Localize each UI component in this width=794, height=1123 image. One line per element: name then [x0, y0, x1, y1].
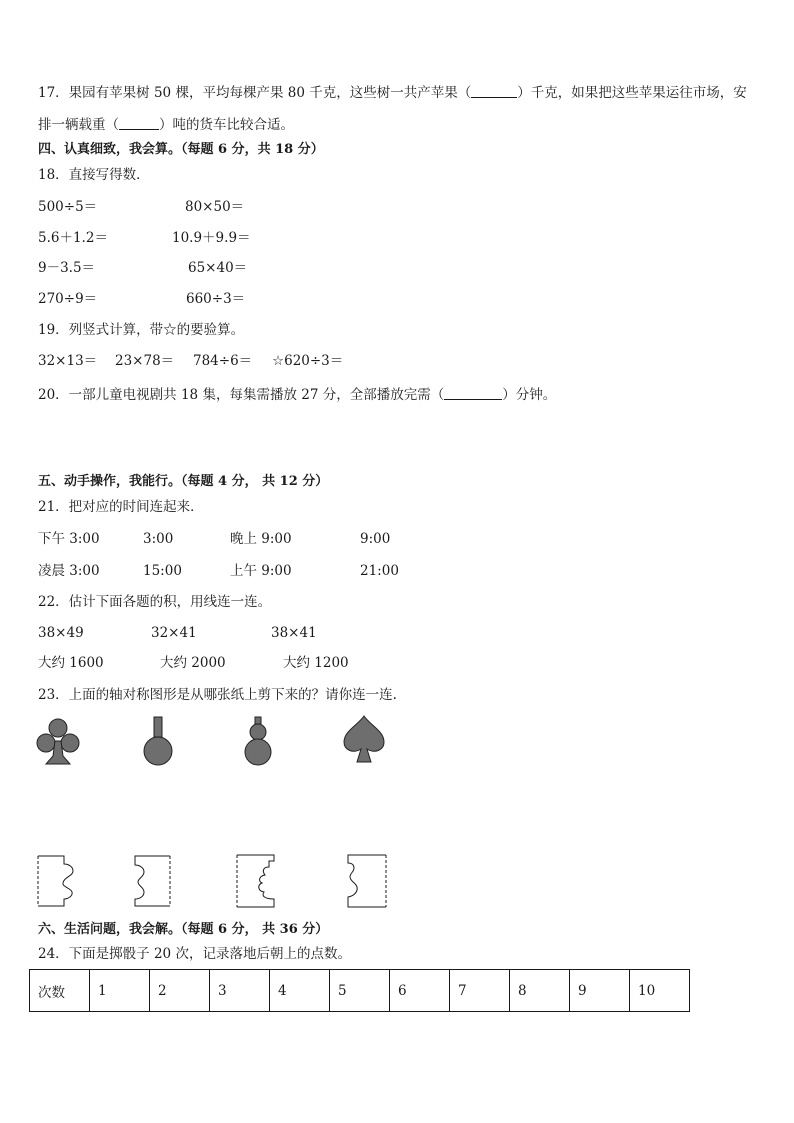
q22-row1-item-3: 38×41: [271, 625, 317, 641]
q18-item-6: 65×40＝: [188, 260, 248, 276]
table-cell: 5: [330, 970, 390, 1012]
q17-line1: [38, 85, 747, 101]
q18-item-5: 9－3.5＝: [38, 260, 96, 276]
q19-item-1: 32×13＝: [38, 353, 98, 369]
q22-row2-item-1: 大约 1600: [38, 655, 104, 671]
q17-answer-blank-2[interactable]: [119, 117, 159, 130]
q21-row2-item-2: 15:00: [143, 563, 182, 579]
q19-item-3: 784÷6＝: [193, 353, 253, 369]
table-cell: 9: [570, 970, 630, 1012]
q19-item-2: 23×78＝: [115, 353, 175, 369]
q21-row1-item-3: 晚上 9:00: [230, 531, 292, 547]
q24-prompt: 24．下面是掷骰子 20 次，记录落地后朝上的点数。: [38, 946, 351, 962]
q17-text-b: ）千克，如果把这些苹果运往市场，安: [517, 85, 747, 101]
q18-item-1: 500÷5＝: [38, 199, 98, 215]
table-cell: 4: [270, 970, 330, 1012]
gourd-shape-icon: [241, 715, 275, 767]
table-header-cell: 次数: [30, 970, 90, 1012]
q21-row1-item-4: 9:00: [360, 531, 391, 547]
q17-text-d: ）吨的货车比较合适。: [159, 117, 294, 133]
section-4-title: 四、认真细致，我会算。（每题 6 分，共 18 分）: [38, 142, 324, 157]
q22-prompt: 22．估计下面各题的积，用线连一连。: [38, 594, 272, 610]
q18-item-8: 660÷3＝: [186, 291, 246, 307]
round-knob-shape-icon: [140, 715, 176, 767]
club-shape-icon: [34, 717, 82, 767]
q22-row1-item-1: 38×49: [38, 625, 84, 641]
q22-row2-item-3: 大约 1200: [283, 655, 349, 671]
q22-row2-item-2: 大约 2000: [160, 655, 226, 671]
folded-paper-3-icon[interactable]: [234, 853, 278, 909]
q19-prompt: 19．列竖式计算，带☆的要验算。: [38, 322, 245, 338]
q18-prompt: 18．直接写得数．: [38, 167, 150, 183]
q20-line: [38, 387, 556, 403]
q17-answer-blank-1[interactable]: [471, 85, 517, 98]
q21-row1-item-2: 3:00: [143, 531, 174, 547]
table-cell: 6: [390, 970, 450, 1012]
q18-item-4: 10.9＋9.9＝: [172, 230, 251, 246]
q18-item-3: 5.6＋1.2＝: [38, 230, 108, 246]
dice-record-table: [29, 969, 690, 1012]
q22-row1-item-2: 32×41: [151, 625, 197, 641]
q20-answer-blank[interactable]: [444, 387, 502, 400]
q18-item-7: 270÷9＝: [38, 291, 98, 307]
q17-line2: [38, 117, 294, 133]
table-row: [30, 970, 690, 1012]
q21-row2-item-4: 21:00: [360, 563, 399, 579]
q21-row2-item-1: 凌晨 3:00: [38, 563, 100, 579]
table-cell: 10: [630, 970, 690, 1012]
folded-paper-4-icon[interactable]: [344, 853, 390, 909]
table-cell: 3: [210, 970, 270, 1012]
q21-prompt: 21．把对应的时间连起来．: [38, 499, 204, 515]
q20-text-a: 20．一部儿童电视剧共 18 集，每集需播放 27 分，全部播放完需（: [38, 387, 445, 403]
section-5-title: 五、动手操作，我能行。（每题 4 分， 共 12 分）: [38, 474, 329, 489]
folded-paper-1-icon[interactable]: [36, 854, 78, 908]
q19-item-4: ☆620÷3＝: [272, 353, 344, 369]
q17-text-a: 17．果园有苹果树 50 棵，平均每棵产果 80 千克，这些树一共产苹果（: [38, 85, 472, 101]
section-6-title: 六、生活问题，我会解。（每题 6 分， 共 36 分）: [38, 922, 329, 937]
folded-paper-2-icon[interactable]: [130, 854, 174, 908]
q21-row2-item-3: 上午 9:00: [230, 563, 292, 579]
table-cell: 8: [510, 970, 570, 1012]
table-cell: 7: [450, 970, 510, 1012]
q21-row1-item-1: 下午 3:00: [38, 531, 100, 547]
q18-item-2: 80×50＝: [185, 199, 245, 215]
q17-text-c: 排一辆载重（: [38, 117, 119, 133]
table-cell: 1: [90, 970, 150, 1012]
q20-text-b: ）分钟。: [502, 387, 557, 403]
table-cell: 2: [150, 970, 210, 1012]
spade-shape-icon: [341, 714, 387, 766]
q23-prompt: 23．上面的轴对称图形是从哪张纸上剪下来的？请你连一连.: [38, 687, 397, 703]
